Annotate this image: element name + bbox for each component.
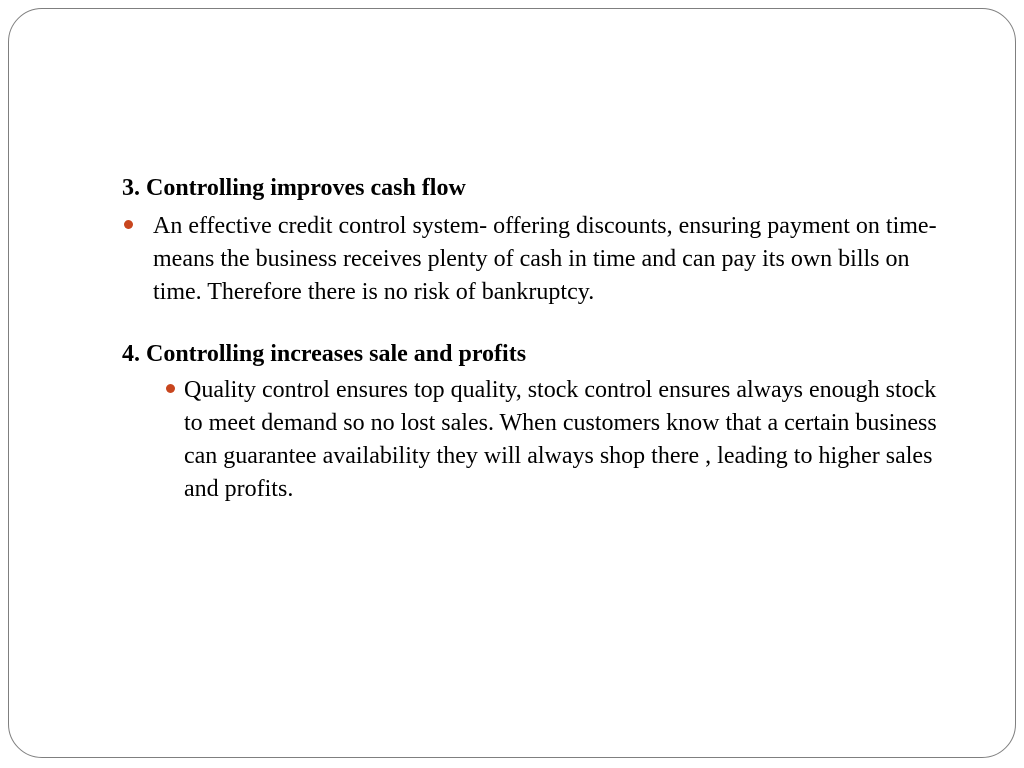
section-heading: 3. Controlling improves cash flow: [122, 175, 466, 201]
bullet-text: An effective credit control system- offering discounts, ensuring payment on time- means the business receives plenty of cash in time and can pay its own bills on time. Therefore there is no risk of bankruptcy.: [153, 213, 937, 305]
bullet-item: [122, 210, 952, 309]
section-cash-flow: [122, 172, 952, 309]
section-sales-profits: [122, 338, 952, 506]
bullet-dot-icon: [124, 220, 133, 229]
bullet-dot-icon: [166, 384, 175, 393]
bullet-item: [122, 374, 952, 506]
bullet-text: Quality control ensures top quality, stock control ensures always enough stock to meet demand so no lost sales. When customers know that a certain business can guarantee availability they will always shop there , leading to higher sales and profits.: [184, 377, 937, 502]
section-heading: 4. Controlling increases sale and profits: [122, 341, 527, 367]
slide-content: [122, 172, 952, 506]
slide-frame: [8, 8, 1016, 758]
